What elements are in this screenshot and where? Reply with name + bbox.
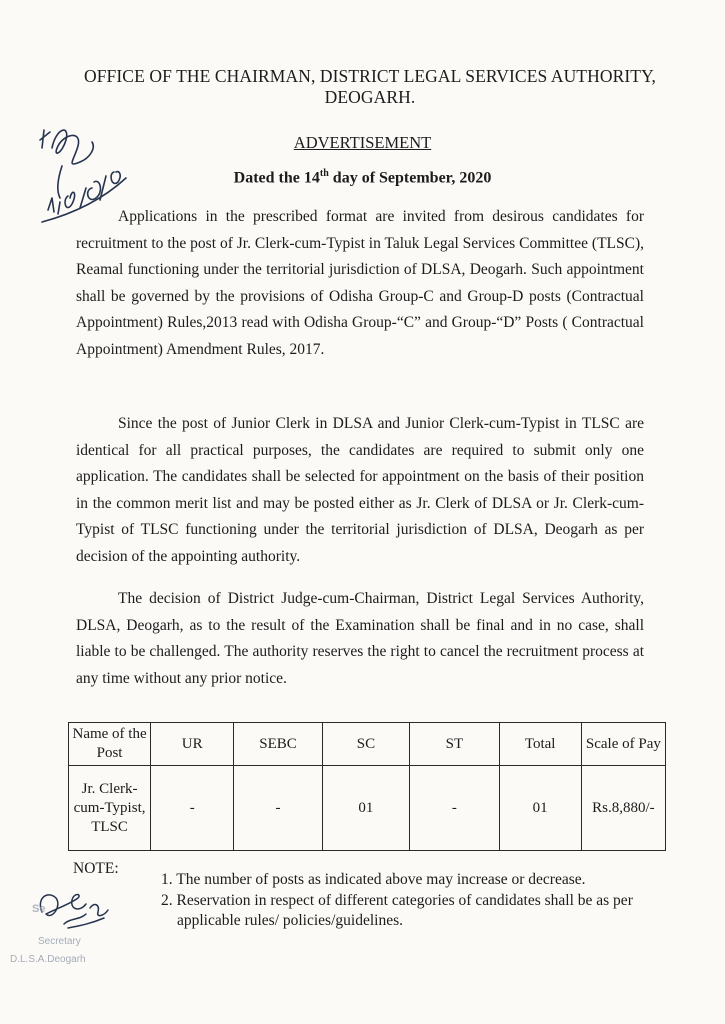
note-label: NOTE: [73, 860, 119, 877]
header-sc: SC [322, 723, 409, 766]
note-item-2: 2. Reservation in respect of different categories of candidates shall be as per applicable rules/ policies/guidelines. [161, 892, 633, 929]
table-row [69, 766, 666, 851]
date-suffix-sup: th [319, 168, 329, 179]
cell-scale-of-pay: Rs.8,880/- [581, 766, 665, 851]
cell-sebc: - [234, 766, 322, 851]
note-list [161, 870, 651, 932]
cell-total: 01 [499, 766, 581, 851]
office-heading-line2: DEOGARH. [324, 87, 416, 107]
seal-dlsa-text: D.L.S.A.Deogarh [10, 954, 86, 965]
date-prefix: Dated the 14 [233, 169, 320, 187]
table-header-row [69, 723, 666, 766]
cell-sc: 01 [322, 766, 409, 851]
paragraph-3: The decision of District Judge-cum-Chairman, District Legal Services Authority, DLSA, Deogarh, as to the result of the Examination shall be final and in no case, shall liable to be challenged. The authority reserves the right to cancel the recruitment process at any time without any prior notice. [76, 590, 644, 687]
paragraph-1: Applications in the prescribed format are invited from desirous candidates for recruitment to the post of Jr. Clerk-cum-Typist in Taluk Legal Services Committee (TLSC), Reamal functioning under the territorial jurisdiction of DLSA, Deogarh. Such appointment shall be governed by the provisions of Odisha Group-C and Group-D posts (Contractual Appointment) Rules,2013 read with Odisha Group-“C” and Group-“D” Posts ( Contractual Appointment) Amendment Rules, 2017. [76, 208, 644, 358]
cell-post-name: Jr. Clerk-cum-Typist, TLSC [69, 766, 151, 851]
header-sebc: SEBC [234, 723, 322, 766]
header-name-of-post: Name of the Post [69, 723, 151, 766]
header-total: Total [499, 723, 581, 766]
seal-secretary-text: Secretary [38, 936, 81, 947]
date-suffix: day of September, 2020 [328, 169, 492, 187]
cell-ur: - [151, 766, 234, 851]
header-ur: UR [151, 723, 234, 766]
cell-st: - [410, 766, 499, 851]
header-st: ST [410, 723, 499, 766]
handwritten-initials-icon [22, 118, 142, 228]
paragraph-2: Since the post of Junior Clerk in DLSA and Junior Clerk-cum-Typist in TLSC are identical for all practical purposes, the candidates are required to submit only one application. The candidates shall be selected for appointment on the basis of their position in the common merit list and may be posted either as Jr. Clerk of DLSA or Jr. Clerk-cum-Typist of TLSC functioning under the territorial jurisdiction of DLSA, Deogarh as per decision of the appointing authority. [76, 415, 644, 565]
posts-table [68, 722, 666, 851]
office-heading [60, 66, 680, 108]
note-item-1: 1. The number of posts as indicated above may increase or decrease. [161, 871, 586, 888]
secretary-seal-icon [8, 868, 128, 978]
svg-text:Se: Se [32, 903, 46, 915]
office-heading-line1: OFFICE OF THE CHAIRMAN, DISTRICT LEGAL SERVICES AUTHORITY, [83, 66, 657, 86]
header-scale-of-pay: Scale of Pay [581, 723, 665, 766]
advertisement-title: ADVERTISEMENT [293, 133, 432, 152]
